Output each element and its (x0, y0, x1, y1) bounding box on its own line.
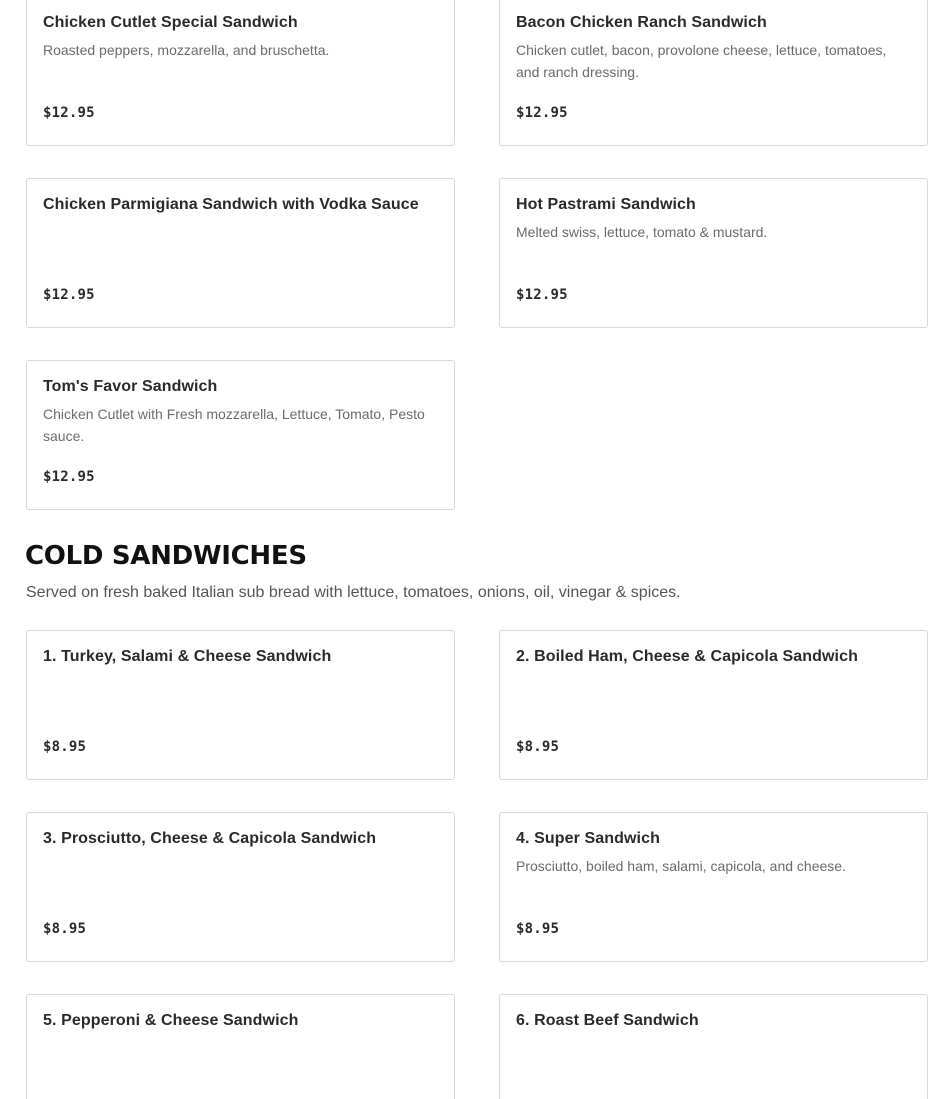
menu-item-card[interactable] (26, 994, 455, 1099)
menu-item-price: $8.95 (43, 921, 87, 937)
menu-item-price: $12.95 (516, 287, 568, 303)
menu-item-description: Melted swiss, lettuce, tomato & mustard. (516, 224, 768, 240)
menu-item-price: $12.95 (43, 105, 95, 121)
menu-item-price: $12.95 (516, 105, 568, 121)
menu-item-name: Hot Pastrami Sandwich (516, 196, 696, 213)
menu-item-card[interactable] (499, 178, 928, 328)
menu-item-name: Chicken Parmigiana Sandwich with Vodka Sauce (43, 196, 419, 213)
menu-item-card[interactable] (26, 178, 455, 328)
menu-item-card[interactable] (499, 0, 928, 146)
menu-item-card[interactable] (499, 994, 928, 1099)
menu-item-price: $8.95 (43, 739, 87, 755)
menu-item-card[interactable] (26, 0, 455, 146)
menu-item-card[interactable] (26, 360, 455, 510)
menu-item-card[interactable] (26, 630, 455, 780)
menu-item-price: $8.95 (516, 921, 560, 937)
menu-item-price: $12.95 (43, 469, 95, 485)
menu-item-name: Bacon Chicken Ranch Sandwich (516, 14, 767, 31)
menu-item-name: 3. Prosciutto, Cheese & Capicola Sandwich (43, 830, 377, 847)
menu-item-name: 5. Pepperoni & Cheese Sandwich (43, 1012, 299, 1029)
menu-item-name: 6. Roast Beef Sandwich (516, 1012, 699, 1029)
menu-item-name: Chicken Cutlet Special Sandwich (43, 14, 298, 31)
menu-item-name: Tom's Favor Sandwich (43, 378, 218, 395)
menu-item-name: 1. Turkey, Salami & Cheese Sandwich (43, 648, 332, 665)
menu-item-price: $12.95 (43, 287, 95, 303)
menu-item-price: $8.95 (516, 739, 560, 755)
menu-item-card[interactable] (499, 812, 928, 962)
section-title: COLD SANDWICHES (25, 541, 307, 571)
menu-item-name: 2. Boiled Ham, Cheese & Capicola Sandwich (516, 648, 858, 665)
menu-item-description: Prosciutto, boiled ham, salami, capicola, and cheese. (516, 858, 846, 874)
menu-item-card[interactable] (26, 812, 455, 962)
menu-item-description: Chicken cutlet, bacon, provolone cheese, lettuce, tomatoes, and ranch dressing. (516, 42, 887, 80)
menu-item-description: Chicken Cutlet with Fresh mozzarella, Lettuce, Tomato, Pesto sauce. (43, 406, 425, 444)
menu-item-description: Roasted peppers, mozzarella, and bruschetta. (43, 42, 330, 58)
menu-item-name: 4. Super Sandwich (516, 830, 660, 847)
menu-item-card[interactable] (499, 630, 928, 780)
section-description: Served on fresh baked Italian sub bread with lettuce, tomatoes, onions, oil, vinegar & spices. (26, 584, 681, 601)
